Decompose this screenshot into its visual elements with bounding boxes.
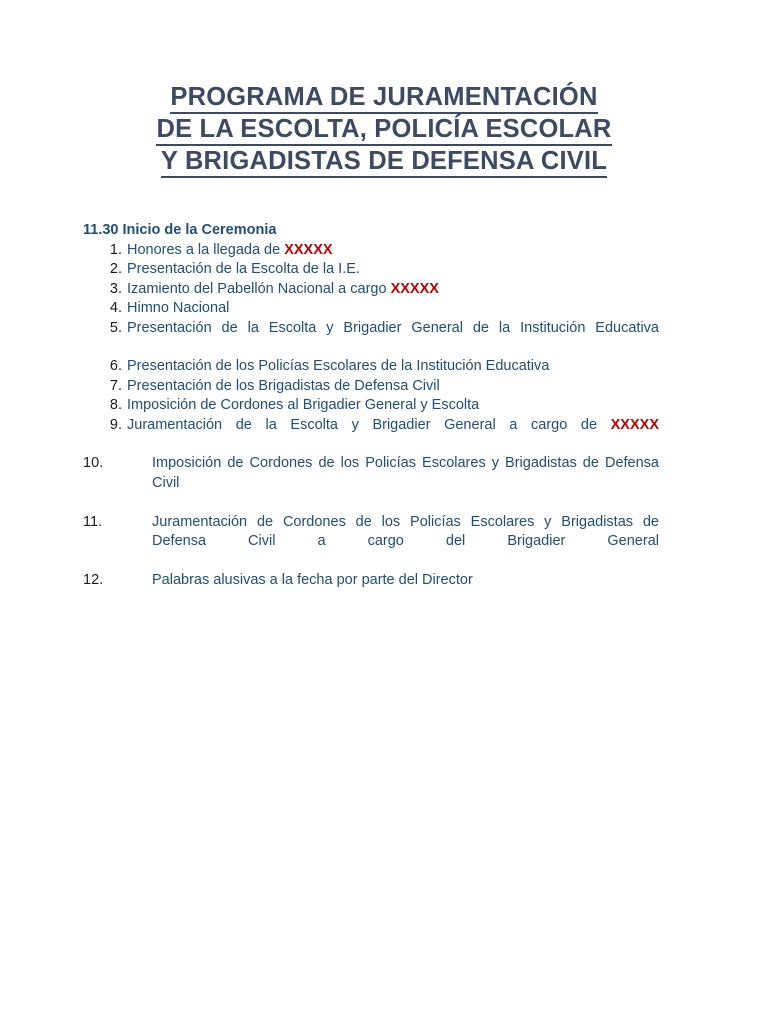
- list-item-text: [127, 396, 659, 415]
- list-item-number: 4.: [109, 300, 122, 317]
- list-item-text-main: Izamiento del Pabellón Nacional a cargo: [127, 280, 391, 297]
- list-item-text-main: Juramentación de Cordones de los Policías Escolares y Brigadistas de Defensa Civil a cargo del Brigadier General: [152, 513, 659, 550]
- list-item-placeholder: XXXXX: [390, 280, 439, 297]
- list-item-text-main: Honores a la llegada de: [127, 242, 285, 258]
- program-body: [83, 221, 659, 590]
- section-heading: 11.30 Inicio de la Ceremonia: [83, 222, 277, 238]
- list-item-number: 3.: [109, 280, 122, 297]
- list-item-number: 10.: [83, 455, 104, 472]
- list-item-number: 6.: [109, 358, 122, 375]
- list-item-text-main: Presentación de la Escolta de la I.E.: [127, 261, 360, 278]
- list-item-number: 8.: [109, 397, 122, 414]
- list-item-text: [127, 319, 659, 358]
- page-title-line-1-text: PROGRAMA DE JURAMENTACIÓN: [170, 82, 597, 114]
- list-item-text: [152, 513, 659, 571]
- list-item-number: 1.: [109, 242, 122, 258]
- list-item-text-main: Presentación de la Escolta y Brigadier General de la Institución Educativa: [127, 319, 659, 336]
- list-item-text-main: Imposición de Cordones al Brigadier General y Escolta: [127, 397, 480, 414]
- list-item: [83, 260, 659, 279]
- list-item-text: [152, 571, 659, 590]
- list-item: [83, 357, 659, 376]
- page-title: [0, 82, 768, 178]
- list-item: [83, 416, 659, 455]
- page-title-line-2-text: DE LA ESCOLTA, POLICÍA ESCOLAR: [156, 114, 611, 146]
- list-item-text: [127, 241, 659, 260]
- list-item-text: [127, 377, 659, 396]
- list-item-placeholder: XXXXX: [284, 242, 333, 258]
- list-item: [83, 513, 659, 571]
- list-item-number: 9.: [109, 416, 122, 433]
- list-item-text: [127, 357, 659, 376]
- list-item: [83, 377, 659, 396]
- list-item: [83, 299, 659, 318]
- list-item: [83, 241, 659, 260]
- list-item-number: 11.: [83, 513, 103, 530]
- list-item: [83, 280, 659, 299]
- page-title-line-3: [0, 146, 768, 178]
- list-item-placeholder: XXXXX: [610, 416, 659, 433]
- list-item-number: 7.: [109, 377, 122, 394]
- list-item: [83, 454, 659, 512]
- list-item-text-main: Presentación de los Brigadistas de Defensa Civil: [127, 377, 440, 394]
- page-title-line-1: [0, 82, 768, 114]
- list-item-text: [127, 299, 659, 318]
- list-item-text: [127, 260, 659, 279]
- list-item: [83, 571, 659, 590]
- list-item-text: [127, 280, 659, 299]
- list-item: [83, 396, 659, 415]
- list-item-text: [152, 454, 659, 512]
- list-item-number: 2.: [109, 261, 122, 278]
- list-item-number: 12.: [83, 571, 104, 588]
- list-item-text-main: Palabras alusivas a la fecha por parte del Director: [152, 571, 473, 588]
- list-item-text: [127, 416, 659, 455]
- list-item-text-main: Juramentación de la Escolta y Brigadier General a cargo de: [127, 416, 611, 433]
- list-item-text-main: Himno Nacional: [127, 300, 230, 317]
- page-title-line-3-text: Y BRIGADISTAS DE DEFENSA CIVIL: [161, 146, 607, 178]
- list-item-text-main: Imposición de Cordones de los Policías Escolares y Brigadistas de Defensa Civil: [152, 455, 659, 491]
- page-title-line-2: [0, 114, 768, 146]
- program-list: [83, 241, 659, 590]
- list-item: [83, 319, 659, 358]
- list-item-number: 5.: [109, 319, 122, 336]
- list-item-text-main: Presentación de los Policías Escolares de la Institución Educativa: [127, 358, 550, 375]
